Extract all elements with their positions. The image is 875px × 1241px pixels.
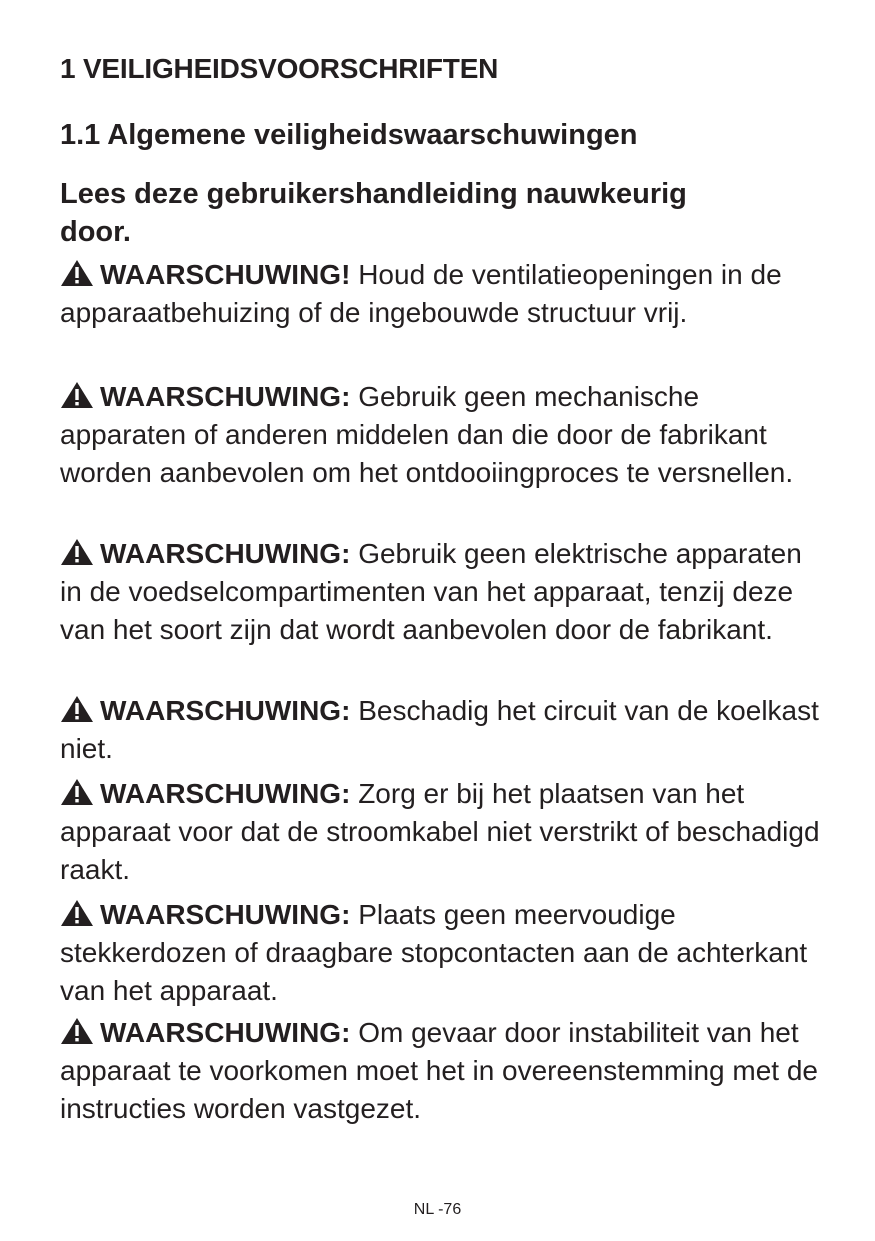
warning-label: WAARSCHUWING: [100, 695, 351, 726]
page-number: NL -76 [413, 1201, 462, 1218]
warning-block [60, 535, 820, 649]
warning-block [60, 896, 820, 1010]
warning-triangle-icon [60, 695, 94, 723]
section-heading: 1 VEILIGHEIDSVOORSCHRIFTEN [60, 53, 499, 84]
warning-label: WAARSCHUWING: [100, 1017, 351, 1048]
warning-block [60, 256, 820, 332]
warning-label: WAARSCHUWING: [100, 538, 351, 569]
warning-label: WAARSCHUWING: [100, 899, 351, 930]
warning-text: Houd de ventilatieopeningen in de apparaatbehuizing of de ingebouwde structuur vrij. [60, 259, 782, 328]
warning-triangle-icon [60, 1017, 94, 1045]
warning-text: Zorg er bij het plaatsen van het apparaat voor dat de stroomkabel niet verstrikt of beschadigd raakt. [60, 778, 820, 885]
warning-block [60, 378, 820, 492]
warning-text: Beschadig het circuit van de koelkast niet. [60, 695, 819, 764]
warning-block [60, 1014, 820, 1128]
warning-label: WAARSCHUWING: [100, 778, 351, 809]
warning-text: Om gevaar door instabiliteit van het apparaat te voorkomen moet het in overeenstemming met de instructies worden vastgezet. [60, 1017, 818, 1124]
warning-text: Gebruik geen elektrische apparaten in de voedselcompartimenten van het apparaat, tenzij deze van het soort zijn dat wordt aanbevolen door de fabrikant. [60, 538, 802, 645]
warning-triangle-icon [60, 778, 94, 806]
warning-triangle-icon [60, 259, 94, 287]
warning-block [60, 775, 820, 889]
subsection-heading: 1.1 Algemene veiligheidswaarschuwingen [60, 119, 638, 151]
warning-text: Plaats geen meervoudige stekkerdozen of draagbare stopcontacten aan de achterkant van het apparaat. [60, 899, 808, 1006]
warning-label: WAARSCHUWING! [100, 259, 351, 290]
warning-block [60, 692, 820, 768]
warning-text: Gebruik geen mechanische apparaten of anderen middelen dan die door de fabrikant worden aanbevolen om het ontdooiingproces te versnellen. [60, 381, 794, 488]
warning-triangle-icon [60, 899, 94, 927]
warning-label: WAARSCHUWING: [100, 381, 351, 412]
warning-triangle-icon [60, 538, 94, 566]
intro-text: Lees deze gebruikershandleiding nauwkeurig door. [60, 178, 687, 248]
warning-triangle-icon [60, 381, 94, 409]
